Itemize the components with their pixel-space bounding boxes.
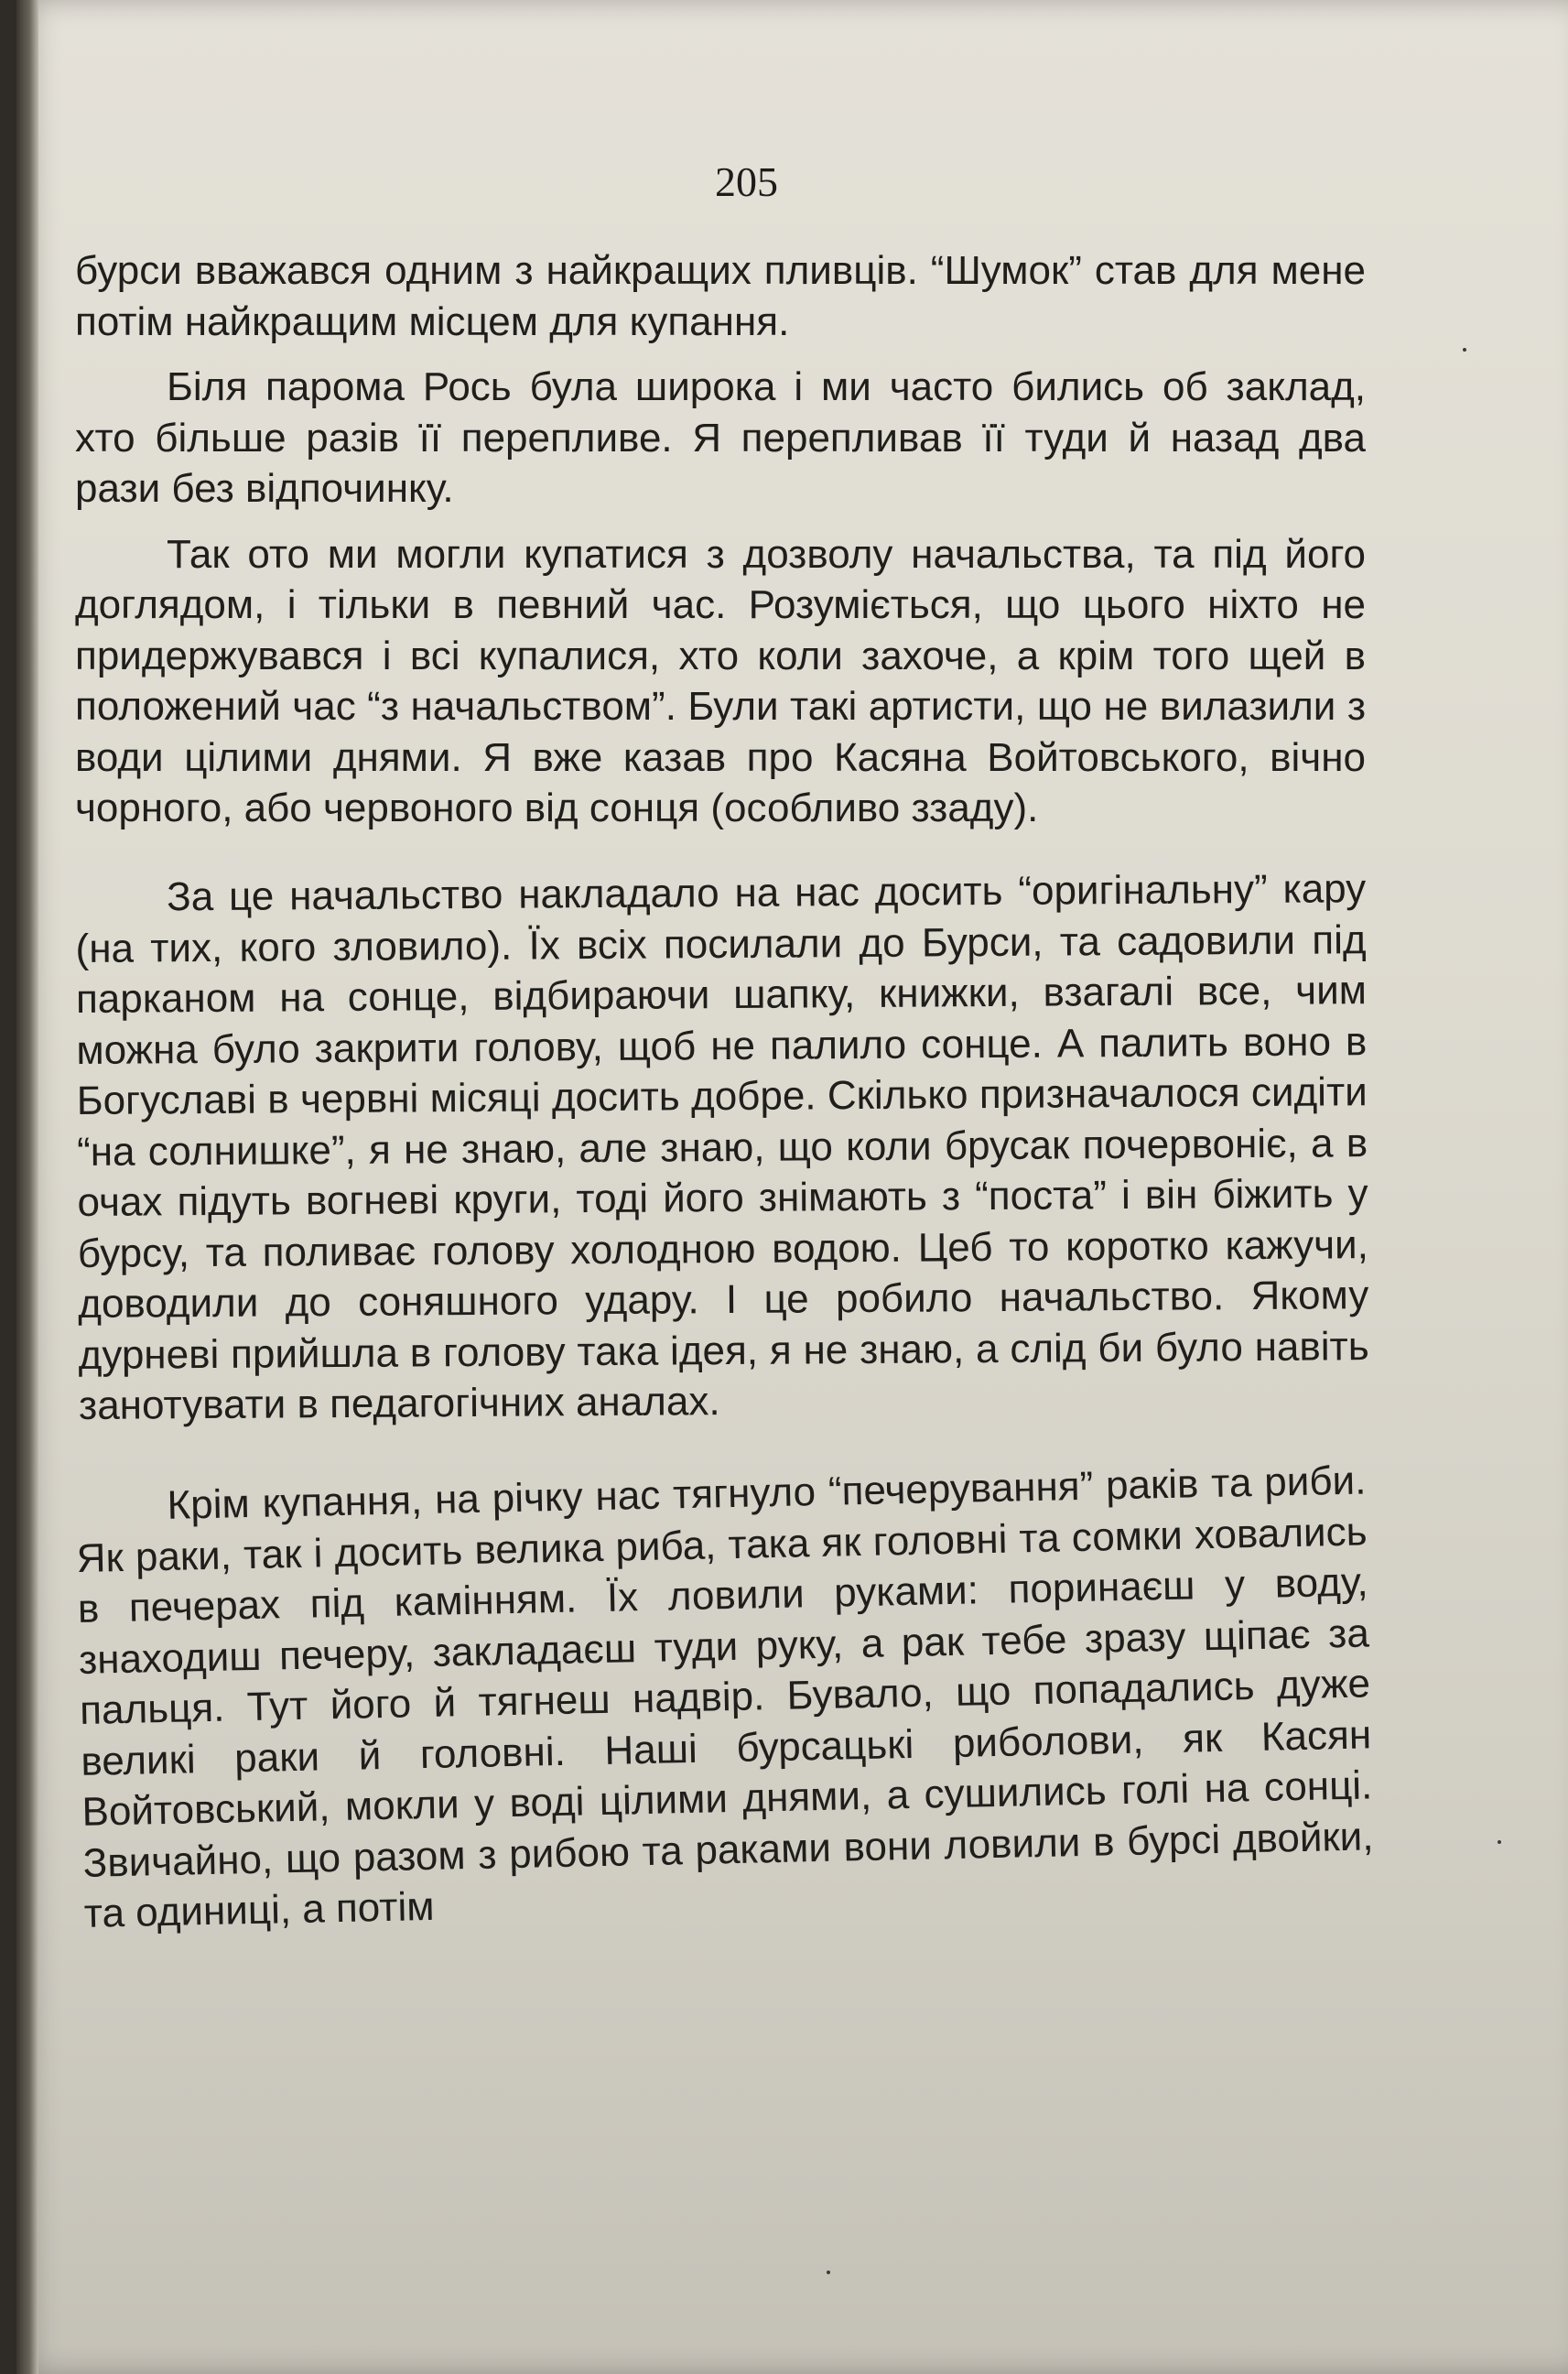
paper-speck (827, 2271, 830, 2274)
paragraph-3: Так ото ми могли купатися з дозволу начальства, та під його доглядом, і тільки в певний час. Розуміється, що цього ніхто не придержувався і всі купалися, хто коли захоче, а крім того щей в положений час “з начальством”. Були такі артисти, що не вилазили з води цілими днями. Я вже казав про Касяна Войтовського, вічно чорного, або червоного від сонця (особливо ззаду). (75, 531, 1366, 830)
book-binding-edge (16, 0, 38, 2374)
paragraph-1: бурси вважався одним з найкращих пливців. “Шумок” став для мене потім найкращим місцем для купання. (75, 248, 1366, 344)
paragraph-4: За це начальство накладало на нас досить “оригінальну” кару (на тих, кого зловило). Їх всіх посилали до Бурси, та садовили під парканом на сонце, відбираючи шапку, книжки, взагалі все, чим можна було закрити голову, щоб не палило сонце. А палить воно в Богуславі в червні місяці досить добре. Скілько призначалося сидіти “на солнишке”, я не знаю, але знаю, що коли брусак почервоніє, а в очах підуть вогневі круги, тоді його знімають з “поста” і він біжить у бурсу, та поливає голову холодною водою. Цеб то коротко кажучи, доводили до соняшного удару. І це робило начальство. Якому дурневі прийшла в голову така ідея, я не знаю, а слід би було навіть занотувати в педагогічних аналах. (75, 865, 1369, 1428)
paper-speck (1463, 348, 1466, 352)
page-number: 205 (715, 158, 778, 205)
paragraph-5: Крім купання, на річку нас тягнуло “печерування” раків та риби. Як раки, так і досить велика риба, така як головні та сомки ховались в печерах під камінням. Їх ловили руками: поринаєш у воду, знаходиш печеру, закладаєш туди руку, а рак тебе зразу щіпає за пальця. Тут його й тягнеш надвір. Бувало, що попадались дуже великі раки й головні. Наші бурсацькі риболови, як Касян Войтовський, мокли у воді цілими днями, а сушились голі на сонці. Звичайно, що разом з рибою та раками вони ловили в бурсі двойки, та одиниці, а потім (76, 1458, 1374, 1936)
book-page (16, 0, 1568, 2374)
paper-speck (1498, 1840, 1501, 1844)
paragraph-2: Біля парома Рось була широка і ми часто бились об заклад, хто більше разів її перепливе. Я перепливав її туди й назад два рази без відпочинку. (75, 364, 1366, 511)
page-text (75, 245, 1374, 1940)
